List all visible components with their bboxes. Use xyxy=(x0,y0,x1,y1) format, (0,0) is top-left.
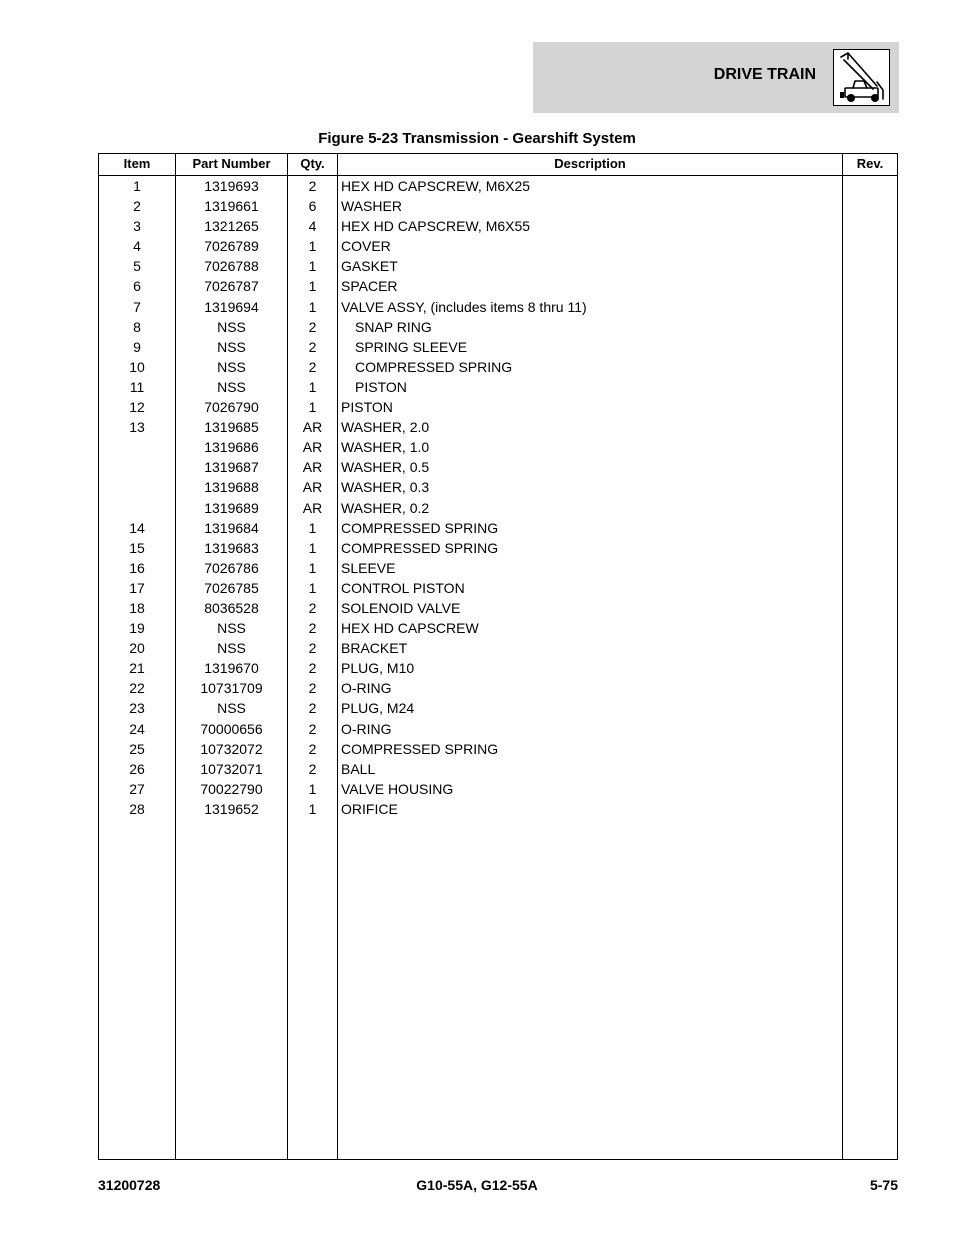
description-cell: SNAP RING xyxy=(355,318,432,335)
description-cell: VALVE ASSY, (includes items 8 thru 11) xyxy=(341,298,587,315)
table-row xyxy=(99,658,897,678)
table-row xyxy=(99,739,897,759)
qty-cell: AR xyxy=(302,459,323,476)
description-cell: O-RING xyxy=(341,720,392,737)
item-cell: 25 xyxy=(129,740,145,757)
part-number-cell: 1319688 xyxy=(204,479,259,496)
qty-cell: 2 xyxy=(308,720,317,737)
qty-cell: 2 xyxy=(308,620,317,637)
item-cell: 6 xyxy=(133,278,141,295)
description-cell: COVER xyxy=(341,238,391,255)
part-number-cell: 1319693 xyxy=(204,178,259,194)
table-row xyxy=(99,417,897,437)
description-cell: HEX HD CAPSCREW xyxy=(341,620,479,637)
description-cell: BALL xyxy=(341,760,376,777)
table-row xyxy=(99,578,897,598)
table-row xyxy=(99,377,897,397)
table-row xyxy=(99,799,897,819)
qty-cell: 1 xyxy=(308,378,317,395)
table-row xyxy=(99,719,897,739)
item-cell xyxy=(99,437,175,457)
item-cell: 27 xyxy=(129,780,145,797)
item-cell: 28 xyxy=(129,800,145,817)
description-cell: COMPRESSED SPRING xyxy=(341,740,499,757)
part-number-cell: 1321265 xyxy=(204,218,259,235)
section-title: DRIVE TRAIN xyxy=(713,66,816,83)
item-cell: 12 xyxy=(129,399,145,416)
item-cell: 14 xyxy=(129,519,145,536)
qty-cell: 1 xyxy=(308,519,317,536)
part-number-cell: NSS xyxy=(217,378,246,395)
table-row xyxy=(99,558,897,578)
table-row xyxy=(99,598,897,618)
table-body xyxy=(99,176,897,819)
item-cell: 8 xyxy=(133,318,141,335)
item-cell: 20 xyxy=(129,640,145,657)
qty-cell: 1 xyxy=(308,399,317,416)
qty-cell: 2 xyxy=(308,338,317,355)
part-number-cell: 1319686 xyxy=(204,439,259,456)
part-number-cell: 70000656 xyxy=(200,720,263,737)
qty-cell: 1 xyxy=(308,559,317,576)
qty-cell: AR xyxy=(302,499,323,516)
item-cell: 18 xyxy=(129,599,145,616)
item-cell xyxy=(99,477,175,497)
part-number-cell: 7026789 xyxy=(204,238,259,255)
description-cell: WASHER xyxy=(341,198,402,215)
forklift-icon xyxy=(833,49,890,106)
description-cell: WASHER, 0.3 xyxy=(341,479,430,496)
table-row xyxy=(99,518,897,538)
qty-cell: 2 xyxy=(308,740,317,757)
qty-cell: 2 xyxy=(308,599,317,616)
column-header-part-number: Part Number xyxy=(192,156,271,171)
part-number-cell: NSS xyxy=(217,700,246,717)
column-header-qty: Qty. xyxy=(300,156,325,171)
item-cell xyxy=(99,457,175,477)
description-cell: CONTROL PISTON xyxy=(341,579,465,596)
table-row xyxy=(99,759,897,779)
table-row xyxy=(99,256,897,276)
description-cell: COMPRESSED SPRING xyxy=(341,519,499,536)
table-row xyxy=(99,618,897,638)
item-cell: 15 xyxy=(129,539,145,556)
part-number-cell: NSS xyxy=(217,318,246,335)
table-row xyxy=(99,357,897,377)
description-cell: ORIFICE xyxy=(341,800,398,817)
description-cell: SLEEVE xyxy=(341,559,396,576)
part-number-cell: 70022790 xyxy=(200,780,263,797)
column-header-description: Description xyxy=(554,156,626,171)
part-number-cell: 1319687 xyxy=(204,459,259,476)
description-cell: WASHER, 0.2 xyxy=(341,499,430,516)
column-header-rev: Rev. xyxy=(856,156,884,171)
qty-cell: 2 xyxy=(308,680,317,697)
table-row xyxy=(99,638,897,658)
description-cell: WASHER, 1.0 xyxy=(341,439,430,456)
part-number-cell: 1319661 xyxy=(204,198,259,215)
item-cell: 21 xyxy=(129,660,145,677)
model-numbers: G10-55A, G12-55A xyxy=(416,1177,538,1193)
column-header-item: Item xyxy=(123,156,151,171)
table-row xyxy=(99,779,897,799)
qty-cell: 1 xyxy=(308,298,317,315)
part-number-cell: 1319683 xyxy=(204,539,259,556)
item-cell: 26 xyxy=(129,760,145,777)
qty-cell: AR xyxy=(302,439,323,456)
parts-table xyxy=(98,153,898,1160)
description-cell: WASHER, 0.5 xyxy=(341,459,430,476)
part-number-cell: 8036528 xyxy=(204,599,259,616)
qty-cell: 1 xyxy=(308,800,317,817)
item-cell: 11 xyxy=(129,378,145,395)
item-cell xyxy=(99,498,175,518)
description-cell: PLUG, M24 xyxy=(341,700,415,717)
qty-cell: 1 xyxy=(308,579,317,596)
item-cell: 7 xyxy=(133,298,141,315)
table-row xyxy=(99,236,897,256)
part-number-cell: 1319670 xyxy=(204,660,259,677)
qty-cell: 1 xyxy=(308,539,317,556)
figure-title: Figure 5-23 Transmission - Gearshift System xyxy=(318,130,636,147)
table-row xyxy=(99,317,897,337)
qty-cell: 2 xyxy=(308,178,317,194)
part-number-cell: 1319652 xyxy=(204,800,259,817)
item-cell: 19 xyxy=(129,620,145,637)
part-number-cell: 10731709 xyxy=(200,680,263,697)
description-cell: PLUG, M10 xyxy=(341,660,415,677)
part-number-cell: 7026788 xyxy=(204,258,259,275)
description-cell: PISTON xyxy=(341,399,393,416)
description-cell: SPRING SLEEVE xyxy=(355,338,468,355)
description-cell: BRACKET xyxy=(341,640,408,657)
item-cell: 23 xyxy=(129,700,145,717)
item-cell: 22 xyxy=(129,680,145,697)
qty-cell: 1 xyxy=(308,780,317,797)
qty-cell: 2 xyxy=(308,640,317,657)
document-number: 31200728 xyxy=(98,1177,161,1193)
qty-cell: 2 xyxy=(308,358,317,375)
description-cell: COMPRESSED SPRING xyxy=(355,358,513,375)
part-number-cell: 10732071 xyxy=(200,760,263,777)
table-row xyxy=(99,397,897,417)
part-number-cell: 7026790 xyxy=(204,399,259,416)
description-cell: COMPRESSED SPRING xyxy=(341,539,499,556)
table-row xyxy=(99,276,897,296)
description-cell: SPACER xyxy=(341,278,398,295)
qty-cell: 4 xyxy=(308,218,317,235)
page-number: 5-75 xyxy=(869,1177,898,1193)
item-cell: 3 xyxy=(133,218,141,235)
table-row xyxy=(99,538,897,558)
table-row xyxy=(99,678,897,698)
part-number-cell: 1319694 xyxy=(204,298,259,315)
description-cell: HEX HD CAPSCREW, M6X55 xyxy=(341,218,531,235)
item-cell: 17 xyxy=(129,579,145,596)
part-number-cell: 1319684 xyxy=(204,519,259,536)
table-row xyxy=(99,477,897,497)
qty-cell: 2 xyxy=(308,318,317,335)
part-number-cell: 7026787 xyxy=(204,278,259,295)
part-number-cell: 7026785 xyxy=(204,579,259,596)
qty-cell: 2 xyxy=(308,760,317,777)
part-number-cell: 7026786 xyxy=(204,559,259,576)
section-header xyxy=(533,42,899,113)
item-cell: 1 xyxy=(133,178,141,194)
part-number-cell: NSS xyxy=(217,358,246,375)
qty-cell: 6 xyxy=(308,198,317,215)
item-cell: 4 xyxy=(133,238,141,255)
description-cell: PISTON xyxy=(355,378,407,395)
item-cell: 13 xyxy=(129,419,145,436)
table-row xyxy=(99,698,897,718)
table-row xyxy=(99,498,897,518)
table-row xyxy=(99,337,897,357)
table-row xyxy=(99,196,897,216)
description-cell: VALVE HOUSING xyxy=(341,780,454,797)
description-cell: HEX HD CAPSCREW, M6X25 xyxy=(341,178,531,194)
part-number-cell: 1319685 xyxy=(204,419,259,436)
item-cell: 2 xyxy=(133,198,141,215)
part-number-cell: 1319689 xyxy=(204,499,259,516)
description-cell: WASHER, 2.0 xyxy=(341,419,430,436)
item-cell: 16 xyxy=(129,559,145,576)
table-row xyxy=(99,176,897,196)
qty-cell: 2 xyxy=(308,700,317,717)
item-cell: 24 xyxy=(129,720,145,737)
table-row xyxy=(99,216,897,236)
item-cell: 9 xyxy=(133,338,141,355)
qty-cell: AR xyxy=(302,479,323,496)
table-row xyxy=(99,457,897,477)
qty-cell: 1 xyxy=(308,258,317,275)
table-row xyxy=(99,437,897,457)
part-number-cell: NSS xyxy=(217,620,246,637)
item-cell: 5 xyxy=(133,258,141,275)
part-number-cell: NSS xyxy=(217,640,246,657)
description-cell: O-RING xyxy=(341,680,392,697)
qty-cell: 1 xyxy=(308,238,317,255)
item-cell: 10 xyxy=(129,358,145,375)
qty-cell: 2 xyxy=(308,660,317,677)
part-number-cell: 10732072 xyxy=(200,740,263,757)
qty-cell: AR xyxy=(302,419,323,436)
part-number-cell: NSS xyxy=(217,338,246,355)
description-cell: GASKET xyxy=(341,258,398,275)
description-cell: SOLENOID VALVE xyxy=(341,599,461,616)
table-row xyxy=(99,297,897,317)
qty-cell: 1 xyxy=(308,278,317,295)
